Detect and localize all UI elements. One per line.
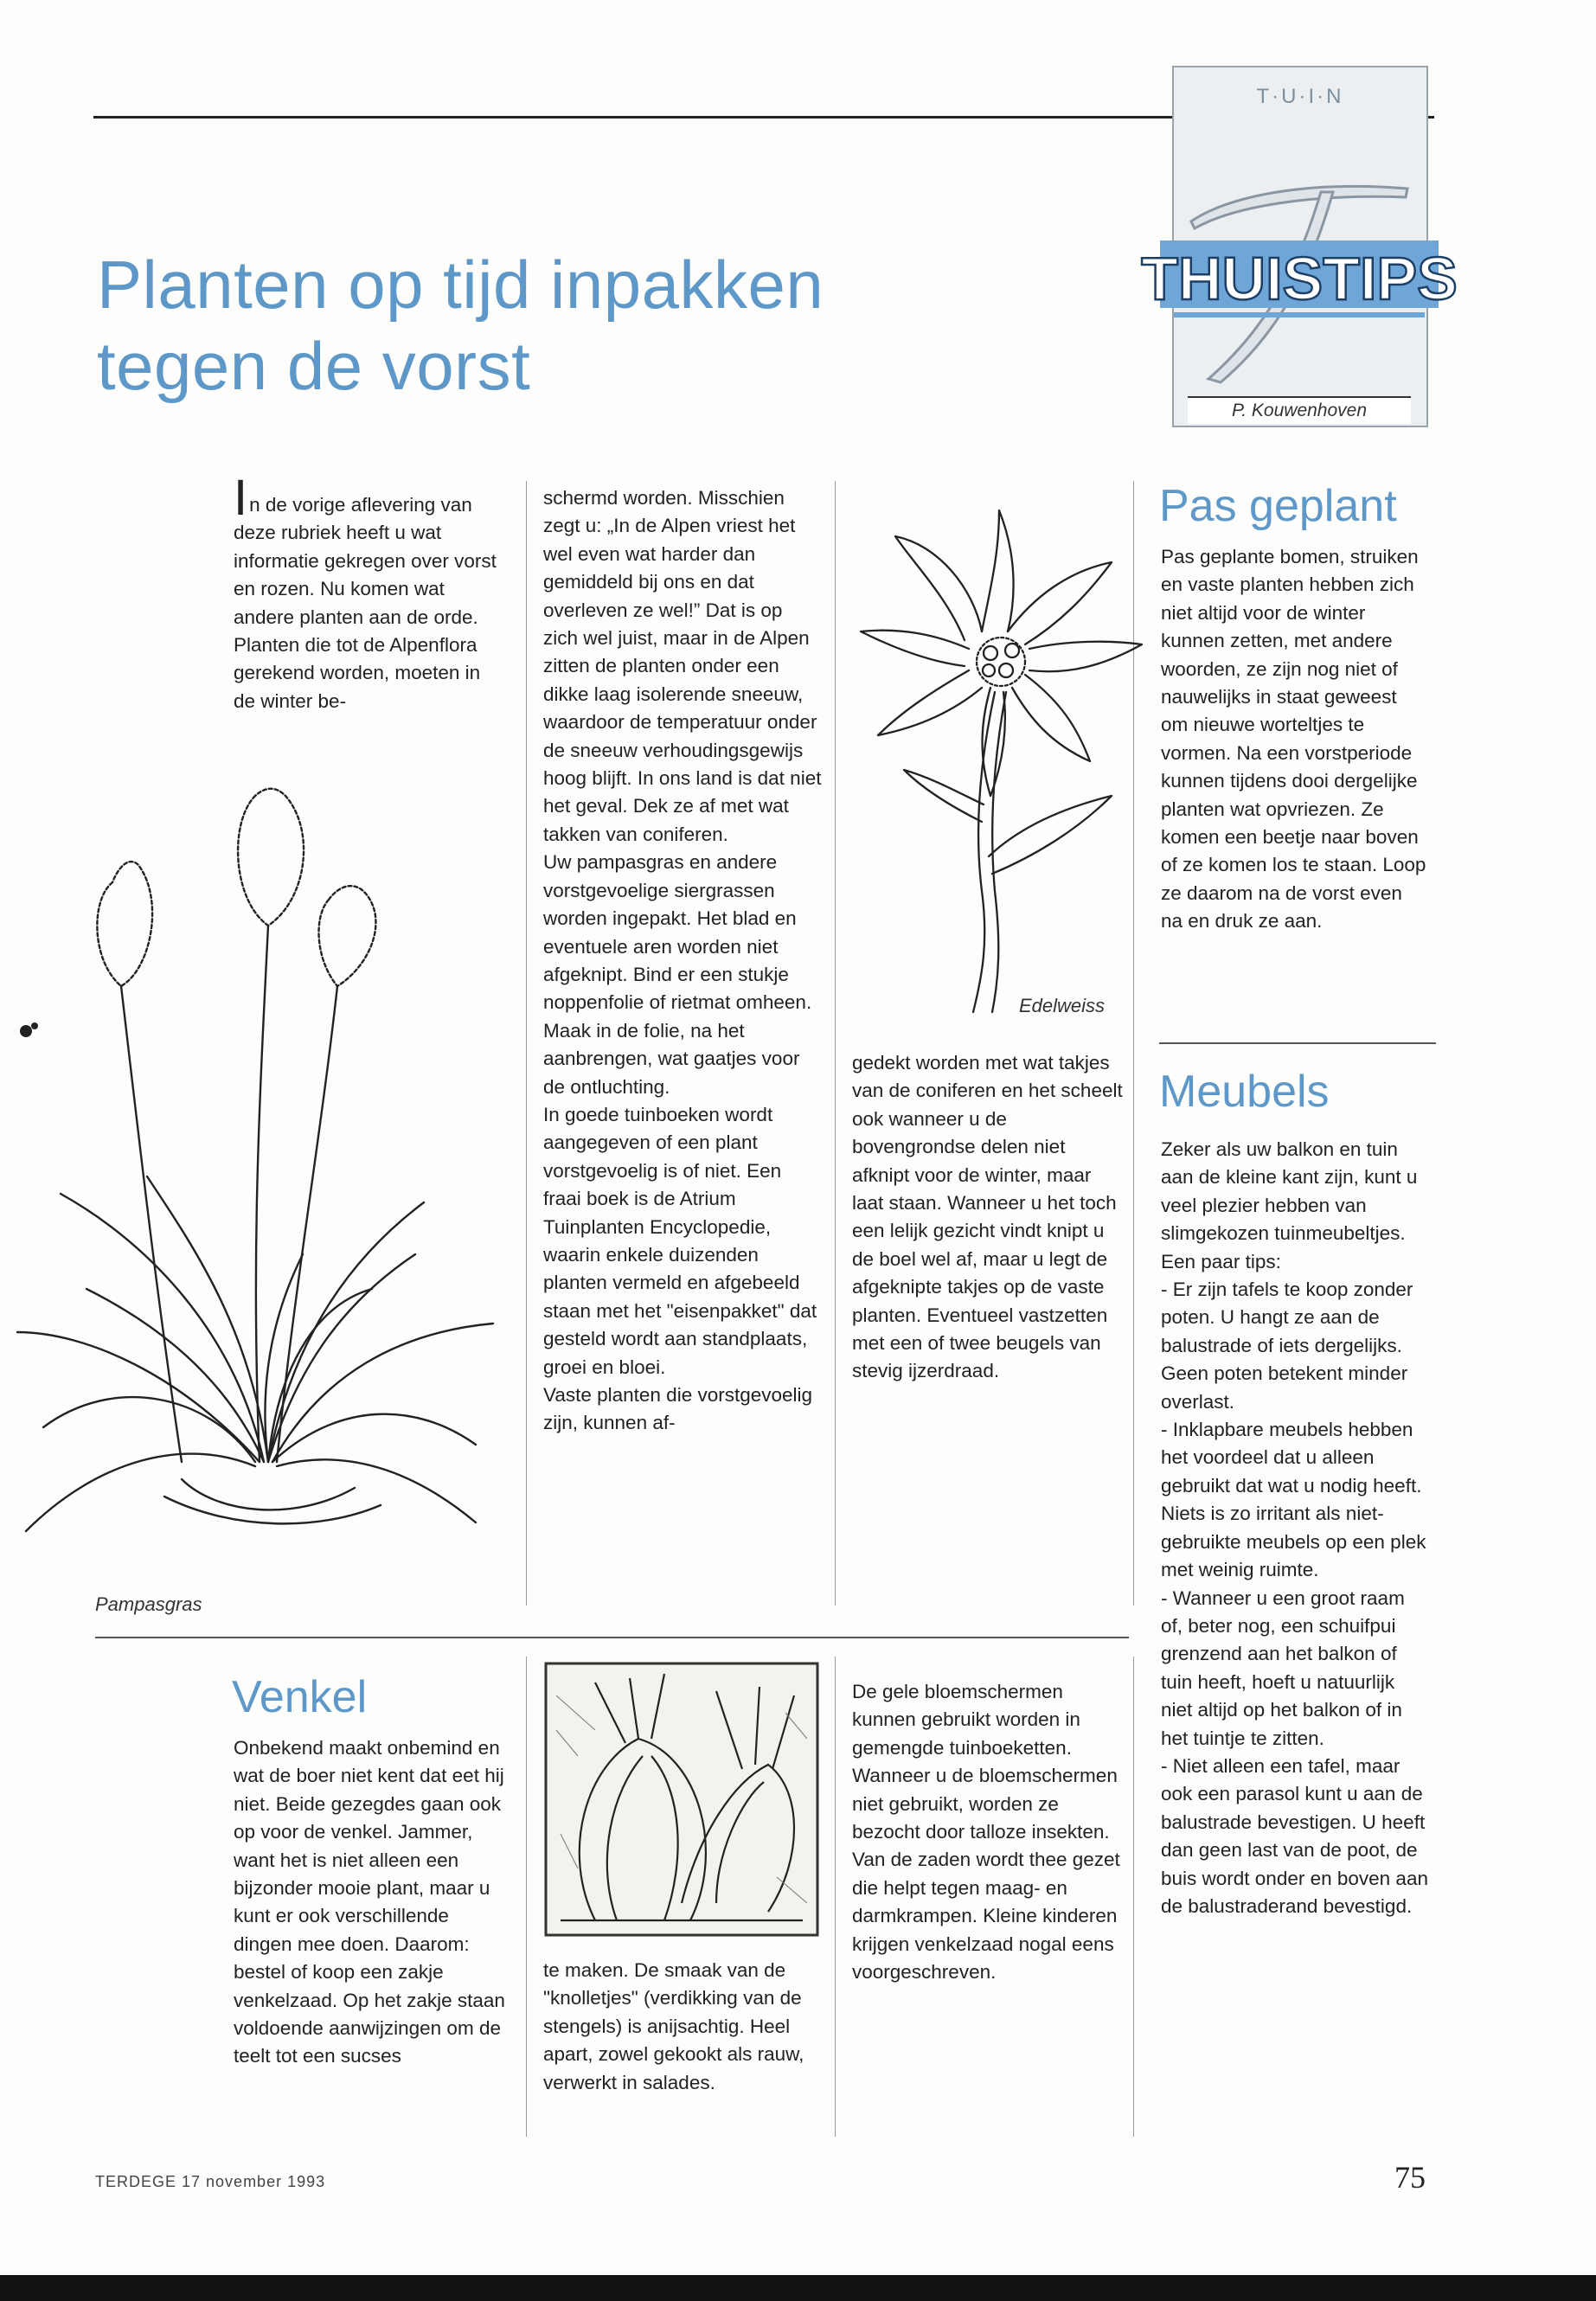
meubels-heading: Meubels [1159,1067,1330,1117]
logo-word-text: THUISTIPS [1141,245,1458,312]
section-divider [1159,1042,1436,1044]
pampasgras-illustration [9,770,510,1566]
title-line-2: tegen de vorst [97,328,531,404]
meubels-tip-1: - Er zijn tafels te koop zonder poten. U hangt ze aan de balustrade of iets dergelijks. Geen poten betekent minder overlast. [1161,1279,1413,1413]
intro-column-2 [543,484,822,1438]
venkel-heading: Venkel [232,1672,368,1722]
edelweiss-illustration [852,493,1151,1012]
meubels-text [1161,1136,1429,1920]
logo-author: P. Kouwenhoven [1188,396,1411,424]
venkel-column-2 [543,1957,820,2097]
column-divider [526,481,527,1606]
meubels-tip-4: - Niet alleen een tafel, maar ook een parasol kunt u aan de balustrade bevestigen. U heeft dan geen last van de poot, de buis wordt onder en boven aan de balustraderand bevestigd. [1161,1754,1428,1917]
venkel-column-1 [234,1734,510,2071]
intro-column-3 [852,1049,1125,1386]
edelweiss-caption: Edelweiss [1019,995,1106,1016]
scan-edge [0,2275,1596,2301]
article-title [97,244,1048,407]
column-divider [1133,1657,1134,2137]
intro-col2-para-c: In goede tuinboeken wordt aangegeven of een plant vorstgevoelig is of niet. Een fraai boek is de Atrium Tuinplanten Encyclopedie, waarin enkele duizenden planten vermeld en afgebeeld staan met het "eisenpakket" dat gesteld wordt aan standplaats, groei en bloei. [543,1103,817,1378]
pas-geplant-heading: Pas geplant [1159,481,1397,531]
logo-tuin-label: T·U·I·N [1256,85,1344,108]
pas-geplant-text [1161,543,1429,936]
column-divider [526,1657,527,2137]
intro-col1-text: n de vorige aflevering van deze rubriek heeft u wat informatie gekregen over vorst en rozen. Nu komen wat andere planten aan de orde. Planten die tot de Alpenflora gerekend worden, moeten in de winter be- [234,494,497,712]
logo-thuistips-wordmark [1141,232,1458,327]
footer-publication: TERDEGE 17 november 1993 [95,2173,326,2190]
venkel-divider [95,1637,1129,1638]
pampas-caption: Pampasgras [95,1593,202,1615]
thuistips-logo [1141,66,1458,427]
intro-col3-text: gedekt worden met wat takjes van de coniferen en het scheelt ook wanneer u de bovengrondse delen niet afknipt voor de winter, maar laat staan. Wanneer u het toch een lelijk gezicht vindt knipt u de boel wel af, maar u legt de afgeknipte takjes op de vaste planten. Eventueel vastzetten met een of twee beugels van stevig ijzerdraad. [852,1052,1123,1382]
venkel-col2-text: te maken. De smaak van de "knolletjes" (verdikking van de stengels) is anijsachtig. Heel apart, zowel gekookt als rauw, verwerkt in salades. [543,1959,804,2093]
venkel-col1-text: Onbekend maakt onbemind en wat de boer niet kent dat eet hij niet. Beide gezegdes gaan ook op voor de venkel. Jammer, want het is niet alleen een bijzonder mooie plant, maar u kunt er ook verschillende dingen mee doen. Daarom: bestel of koop een zakje venkelzaad. Op het zakje staan voldoende aanwijzingen om de teelt tot een sucses [234,1737,505,2067]
intro-col2-para-a: schermd worden. Misschien zegt u: „In de Alpen vriest het wel even wat harder dan gemiddeld bij ons en dat overleven ze wel!” Dat is op zich wel juist, maar in de Alpen zitten de planten onder een dikke laag isolerende sneeuw, waardoor de temperatuur onder de sneeuw verhoudingsgewijs hoog blijft. In ons land is dat niet het geval. Dek ze af met wat takken van coniferen. [543,487,822,845]
venkel-col3-text: De gele bloemschermen kunnen gebruikt worden in gemengde tuinboeketten. Wanneer u de bloemschermen niet gebruikt, worden ze bezocht door talloze insekten. Van de zaden wordt thee gezet die helpt tegen maag- en darmkrampen. Kleine kinderen krijgen venkelzaad nogal eens voorgeschreven. [852,1681,1120,1984]
drop-cap: I [234,470,248,526]
intro-col2-para-b: Uw pampasgras en andere vorstgevoelige siergrassen worden ingepakt. Het blad en eventuele aren worden niet afgeknipt. Bind er een stukje noppenfolie of rietmat omheen. Maak in de folie, na het aanbrengen, wat gaatjes voor de ontluchting. [543,851,812,1098]
venkel-illustration [543,1661,820,1938]
meubels-tip-3: - Wanneer u een groot raam of, beter nog, een schuifpui grenzend aan het balkon of tuin heeft, hoeft u natuurlijk niet altijd op het balkon of in het tuintje te zitten. [1161,1586,1405,1749]
intro-column-1 [234,470,502,715]
meubels-tip-2: - Inklapbare meubels hebben het voordeel dat u alleen gebruikt dat wat u nodig heeft. Niets is zo irritant als niet-gebruikte meubels op een plek met weinig ruimte. [1161,1419,1426,1581]
venkel-column-3 [852,1678,1125,1986]
column-divider [835,481,836,1606]
pas-geplant-body: Pas geplante bomen, struiken en vaste planten hebben zich niet altijd voor de winter kunnen zetten, met andere woorden, ze zijn nog niet of nauwelijks in staat geweest om nieuwe worteltjes te vormen. Na een vorstperiode kunnen tijdens dooi dergelijke planten wat opvriezen. Ze komen een beetje naar boven of ze komen los te staan. Loop ze daarom na de vorst even na en druk ze aan. [1161,546,1426,933]
title-line-1: Planten op tijd inpakken [97,247,824,323]
intro-col2-para-d: Vaste planten die vorstgevoelig zijn, kunnen af- [543,1384,813,1434]
page-number: 75 [1394,2160,1426,2195]
meubels-intro: Zeker als uw balkon en tuin aan de kleine kant zijn, kunt u veel plezier hebben van slimgekozen tuinmeubeltjes. Een paar tips: [1161,1138,1418,1272]
column-divider [835,1657,836,2137]
